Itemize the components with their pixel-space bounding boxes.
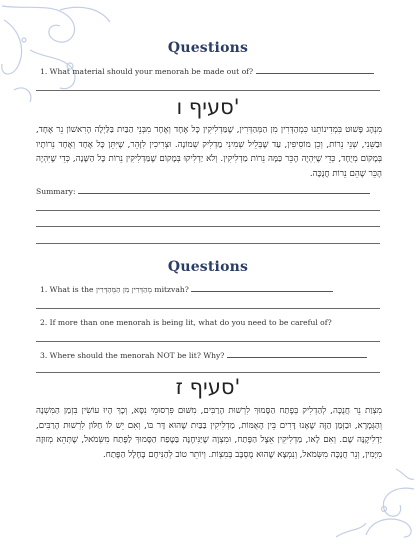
summary-line bbox=[36, 186, 380, 196]
summary-rule-2 bbox=[36, 226, 380, 227]
answer-blank bbox=[256, 66, 374, 74]
question-2-1-hebrew: מְהַדְּרִין מִן הַמְּהַדְּרִין bbox=[95, 285, 152, 294]
question-1-material bbox=[40, 66, 380, 76]
summary-rule-1 bbox=[36, 210, 380, 211]
questions-heading-1: Questions bbox=[167, 40, 249, 56]
answer-line bbox=[36, 90, 380, 91]
answer-blank bbox=[191, 284, 333, 292]
answer-line bbox=[36, 341, 380, 342]
seif-7-text: מִצְוַת נֵר חֲנֻכָּה, לְהַדְלִיק בְּפֶתַח הַסָּמוּךְ לִרְשׁוּת הָרַבִּים, מִשּׁוּם פִּרְסוּמֵי נִסָּא, וְכָךְ הָיוּ עוֹשִׂין בִּזְמַן הַמִּשְׁנָה וְהַגְּמָרָא, וּבַזְּמַן הַזֶּה שֶׁאָנוּ דָּרִים בֵּין הָאֻמּוֹת, מַדְלִיקִין בַּבַּיִת שֶׁהוּא דָּר בּוֹ, וְאִם יֵשׁ לוֹ חַלּוֹן לִרְשׁוּת הָרַבִּים, יַדְלִיקֶנָּה שָׁם. וְאִם לָאו, מַדְלִיקִין אֵצֶל הַפֶּתַח, וּמִצְוָה שֶׁיַּנִּיחֶנָּה בַּטֶּפַח הַסָּמוּךְ לַפֶּתַח מִשְּׂמֹאל, שֶׁתְּהֵא מְזוּזָה מִיָּמִין, וְנֵר חֲנֻכָּה מִשְּׂמֹאל, וְנִמְצָא שֶׁהוּא מֻסְבָּב בְּמִצְוֹת. וְיוֹתֵר טוֹב לְהַנִּיחָם בֶּחָלָל הַפֶּתַח. bbox=[36, 406, 382, 460]
summary-label: Summary: bbox=[36, 187, 76, 196]
seif-6-title: סעיף ו' bbox=[176, 95, 240, 119]
question-1-text: 1. What material should your menorah be made out of? bbox=[40, 67, 254, 76]
corner-swirl-bottom-right-icon bbox=[296, 459, 416, 539]
questions-heading-2: Questions bbox=[167, 259, 249, 275]
answer-line bbox=[36, 372, 380, 373]
summary-rule-3 bbox=[36, 243, 380, 244]
question-2-1-prefix: 1. What is the bbox=[40, 285, 94, 294]
seif-6-text: מִנְהָג פָּשׁוּט בִּמְדִינוֹתֵנוּ כִּמְהַדְּרִין מִן הַמְּהַדְּרִין, שֶׁמַּדְלִיקִין כָּל אֶחָד וְאֶחָד מִבְּנֵי הַבַּיִת בַּלַּיְלָה הָרִאשׁוֹן נֵר אֶחָד, וּבַשֵּׁנִי, שְׁנֵי נֵרוֹת, וְכֵן מוֹסִיפִין, עַד שֶׁבְּלֵיל שְׁמִינִי מַדְלִיק שְׁמוֹנָה. וּצְרִיכִין לִזָּהֵר, שֶׁיִּתֵּן כָּל אֶחָד וְאֶחָד נֵרוֹתָיו בְּמָקוֹם מְיֻחָד, כְּדֵי שֶׁיִּהְיֶה הֶכֵּר כַּמָּה נֵרוֹת מַדְלִיקִין. וְלֹא יַדְלִיקוּ בְּמָקוֹם שֶׁמַּדְלִיקִין נֵרוֹת כָּל הַשָּׁנָה, כְּדֵי שֶׁיִּהְיֶה הֶכֵּר שֶׁהֵם נֵרוֹת חֲנֻכָּה. bbox=[36, 125, 382, 179]
question-2-2 bbox=[40, 318, 380, 327]
question-2-1-suffix: mitzvah? bbox=[154, 285, 189, 294]
summary-blank bbox=[78, 186, 370, 194]
question-2-1 bbox=[40, 284, 380, 294]
seif-7-title: סעיף ז' bbox=[175, 375, 241, 399]
question-2-3 bbox=[40, 350, 380, 360]
question-2-2-text: 2. If more than one menorah is being lit, what do you need to be careful of? bbox=[40, 318, 332, 327]
question-2-3-text: 3. Where should the menorah NOT be lit? Why? bbox=[40, 351, 225, 360]
answer-line bbox=[36, 308, 380, 309]
answer-blank bbox=[227, 350, 367, 358]
